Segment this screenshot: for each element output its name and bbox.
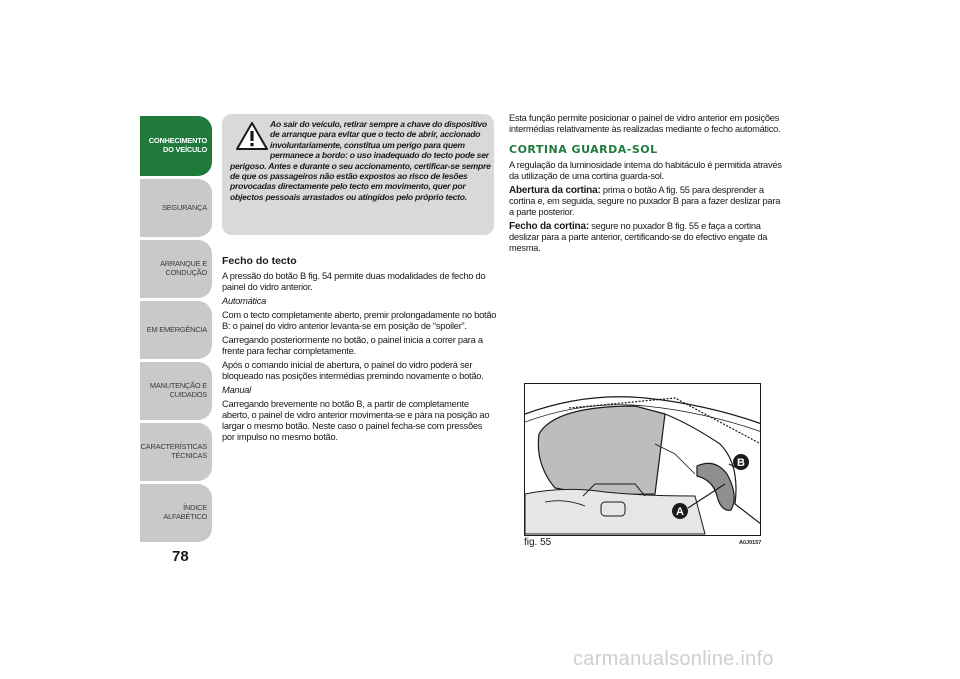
paragraph: Carregando brevemente no botão B, a partir de completamente aberto, o painel de vidro anterior movimenta-se e pára na posição ao largar o mesmo botão. Neste caso o painel fecha-se com pressões por impulso no mesmo botão. [222,399,490,442]
heading-fecho-do-tecto: Fecho do tecto [222,255,297,267]
page-number: 78 [172,548,189,565]
tab-label: SEGURANÇA [161,202,207,212]
tab-conhecimento-do-veiculo[interactable] [140,116,212,176]
label-automatica: Automática [222,296,267,306]
figure-55 [524,383,761,536]
lead-fecho: Fecho da cortina: [509,221,589,232]
warning-text-block [230,119,492,202]
paragraph: Com o tecto completamente aberto, premir prolongadamente no botão B: o painel do vidro anterior levanta-se em posição de “spoiler”. [222,310,497,331]
chapter-nav [140,116,212,545]
watermark: carmanualsonline.info [573,648,774,670]
sunshade-illustration [525,384,761,536]
paragraph: A pressão do botão B fig. 54 permite duas modalidades de fecho do painel do vidro anterior. [222,271,486,292]
label-b: B [737,457,745,469]
warning-box [222,114,494,235]
lead-abertura: Abertura da cortina: [509,185,601,196]
tab-label: ARRANQUE E CONDUÇÃO [160,259,207,277]
text-abertura: prima o botão A fig. 55 para desprender a cortina e, em seguida, segure no puxador B para a fazer deslizar para a parte posterior. [509,185,781,217]
paragraph-abertura [509,185,784,218]
tab-manutencao-e-cuidados[interactable] [140,362,212,420]
tab-arranque-e-conducao[interactable] [140,240,212,298]
tab-label: ÍNDICE ALFABÉTICO [163,503,207,521]
warning-text: Ao sair do veículo, retirar sempre a chave do dispositivo de arranque para evitar que o tecto de abrir, accionado involuntariamente, constitua um perigo para quem permanece a bordo: o uso inadequado do tecto pode ser perigoso. Antes e durante o seu accionamento, certificar-se sempre de que os passageiros não estão expostos ao risco de lesões provocadas directamente pelo tecto em movimento, quer por objectos pessoais arrastados ou atingidos pelo próprio tecto. [230,119,491,202]
tab-label: CARACTERÍSTICAS TÉCNICAS [140,442,207,460]
left-column [222,255,497,446]
paragraph: Carregando posteriormente no botão, o painel inicia a correr para a frente para fechar completamente. [222,335,483,356]
figure-caption: fig. 55 [524,537,552,548]
tab-caracteristicas-tecnicas[interactable] [140,423,212,481]
tab-label: MANUTENÇÃO E CUIDADOS [149,381,207,399]
label-manual: Manual [222,385,251,395]
tab-em-emergencia[interactable] [140,301,212,359]
tab-seguranca[interactable] [140,179,212,237]
right-column [509,113,784,257]
section-title-cortina-guarda-sol: CORTINA GUARDA-SOL [509,143,658,156]
figure-code: A0J0157 [739,540,762,546]
tab-indice-alfabetico[interactable] [140,484,212,542]
paragraph: A regulação da luminosidade interna do habitáculo é permitida através da utilização de uma cortina guarda-sol. [509,160,782,181]
paragraph: Após o comando inicial de abertura, o painel do vidro poderá ser bloqueado nas posições intermédias premindo novamente o botão. [222,360,484,381]
tab-label: EM EMERGÊNCIA [146,324,207,334]
tab-label: CONHECIMENTO DO VEÍCULO [148,136,207,154]
paragraph: Esta função permite posicionar o painel de vidro anterior em posições intermédias relativamente às realizadas mediante o fecho automático. [509,113,781,134]
paragraph-fecho [509,221,784,254]
text-fecho: segure no puxador B fig. 55 e faça a cortina deslizar para a parte anterior, certificando-se do efectivo engate da mesma. [509,221,768,253]
label-a: A [676,506,684,518]
